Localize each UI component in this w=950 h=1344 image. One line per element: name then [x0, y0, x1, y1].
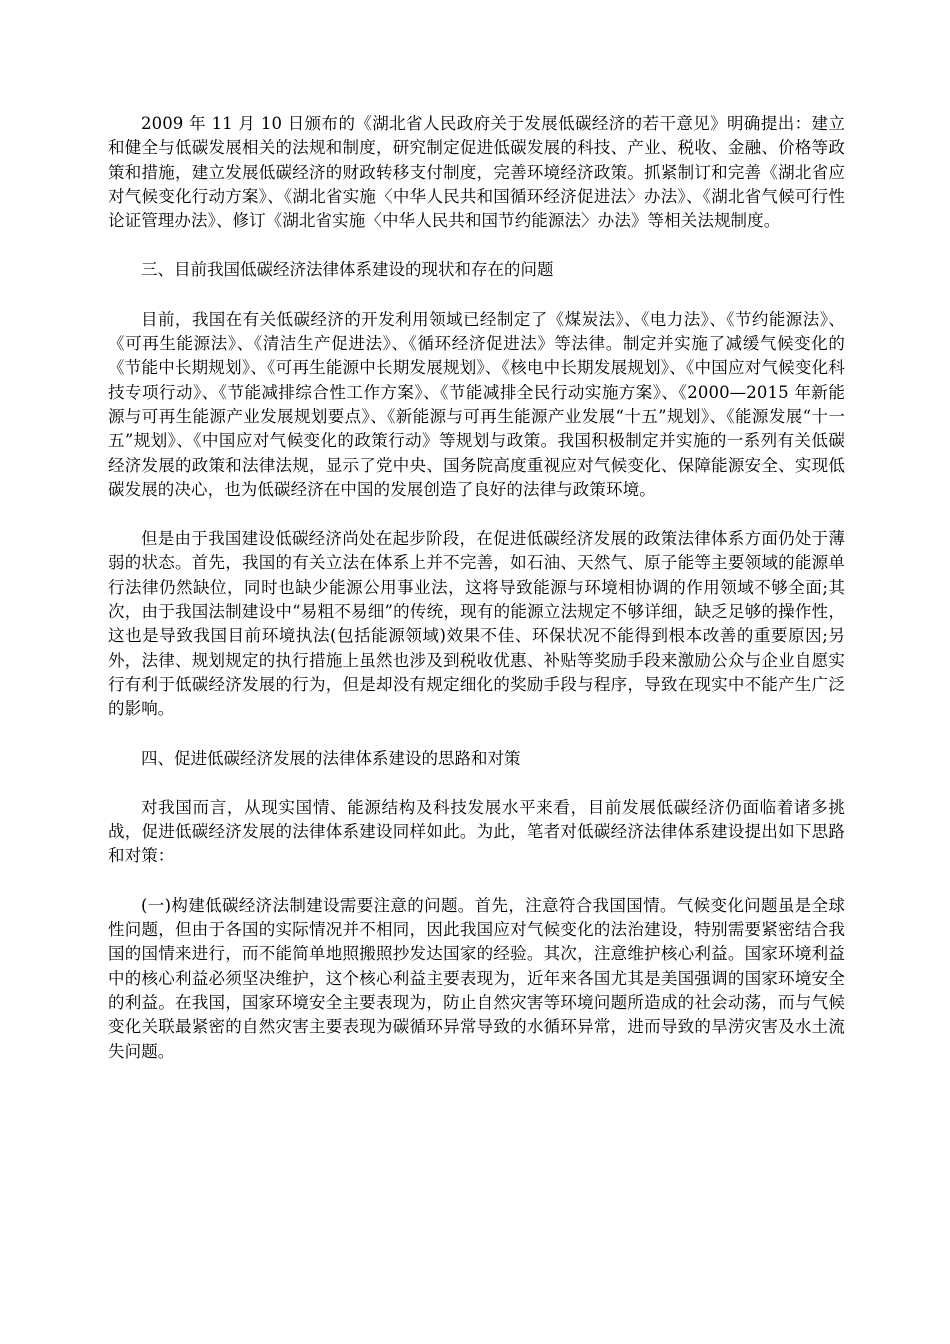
- paragraph-hubei-opinions: 2009 年 11 月 10 日颁布的《湖北省人民政府关于发展低碳经济的若干意见》明确提出：建立和健全与低碳发展相关的法规和制度，研究制定促进低碳发展的科技、产业、税收、金融、价格等政策和措施，建立发展低碳经济的财政转移支付制度，完善环境经济政策。抓紧制订和完善《湖北省应对气候变化行动方案》、《湖北省实施〈中华人民共和国循环经济促进法〉办法》、《湖北省气候可行性论证管理办法》、修订《湖北省实施〈中华人民共和国节约能源法〉办法》等相关法规制度。: [108, 114, 845, 231]
- section-heading-3: 三、目前我国低碳经济法律体系建设的现状和存在的问题: [141, 260, 554, 280]
- section-heading-4: 四、促进低碳经济发展的法律体系建设的思路和对策: [141, 748, 521, 768]
- paragraph-challenges: 对我国而言，从现实国情、能源结构及科技发展水平来看，目前发展低碳经济仍面临着诸多挑战，促进低碳经济发展的法律体系建设同样如此。为此，笔者对低碳经济法律体系建设提出如下思路和对策：: [108, 797, 845, 866]
- paragraph-current-status: 目前，我国在有关低碳经济的开发利用领域已经制定了《煤炭法》、《电力法》、《节约能源法》、《可再生能源法》、《清洁生产促进法》、《循环经济促进法》等法律。制定并实施了减缓气候变化的《节能中长期规划》、《可再生能源中长期发展规划》、《核电中长期发展规划》、《中国应对气候变化科技专项行动》、《节能减排综合性工作方案》、《节能减排全民行动实施方案》、《2000—2015 年新能源与可再生能源产业发展规划要点》、《新能源与可再生能源产业发展“十五”规划》、《能源发展“十一五”规划》、《中国应对气候变化的政策行动》等规划与政策。我国积极制定并实施的一系列有关低碳经济发展的政策和法律法规，显示了党中央、国务院高度重视应对气候变化、保障能源安全、实现低碳发展的决心，也为低碳经济在中国的发展创造了良好的法律与政策环境。: [108, 309, 845, 499]
- document-body: [108, 112, 845, 1089]
- paragraph-problems: 但是由于我国建设低碳经济尚处在起步阶段，在促进低碳经济发展的政策法律体系方面仍处于薄弱的状态。首先，我国的有关立法在体系上并不完善，如石油、天然气、原子能等主要领域的能源单行法律仍然缺位，同时也缺少能源公用事业法，这将导致能源与环境相协调的作用领域不够全面;其次，由于我国法制建设中“易粗不易细”的传统，现有的能源立法规定不够详细，缺乏足够的操作性，这也是导致我国目前环境执法(包括能源领域)效果不佳、环保状况不能得到根本改善的重要原因;另外，法律、规划规定的执行措施上虽然也涉及到税收优惠、补贴等奖励手段来激励公众与企业自愿实行有利于低碳经济发展的行为，但是却没有规定细化的奖励手段与程序，导致在现实中不能产生广泛的影响。: [108, 529, 845, 719]
- paragraph-issues-to-note: (一)构建低碳经济法制建设需要注意的问题。首先，注意符合我国国情。气候变化问题虽是全球性问题，但由于各国的实际情况并不相同，因此我国应对气候变化的法治建设，特别需要紧密结合我国的国情来进行，而不能简单地照搬照抄发达国家的经验。其次，注意维护核心利益。国家环境利益中的核心利益必须坚决维护，这个核心利益主要表现为，近年来各国尤其是美国强调的国家环境安全的利益。在我国，国家环境安全主要表现为，防止自然灾害等环境问题所造成的社会动荡，而与气候变化关联最紧密的自然灾害主要表现为碳循环异常导致的水循环异常，进而导致的旱涝灾害及水土流失问题。: [108, 895, 845, 1061]
